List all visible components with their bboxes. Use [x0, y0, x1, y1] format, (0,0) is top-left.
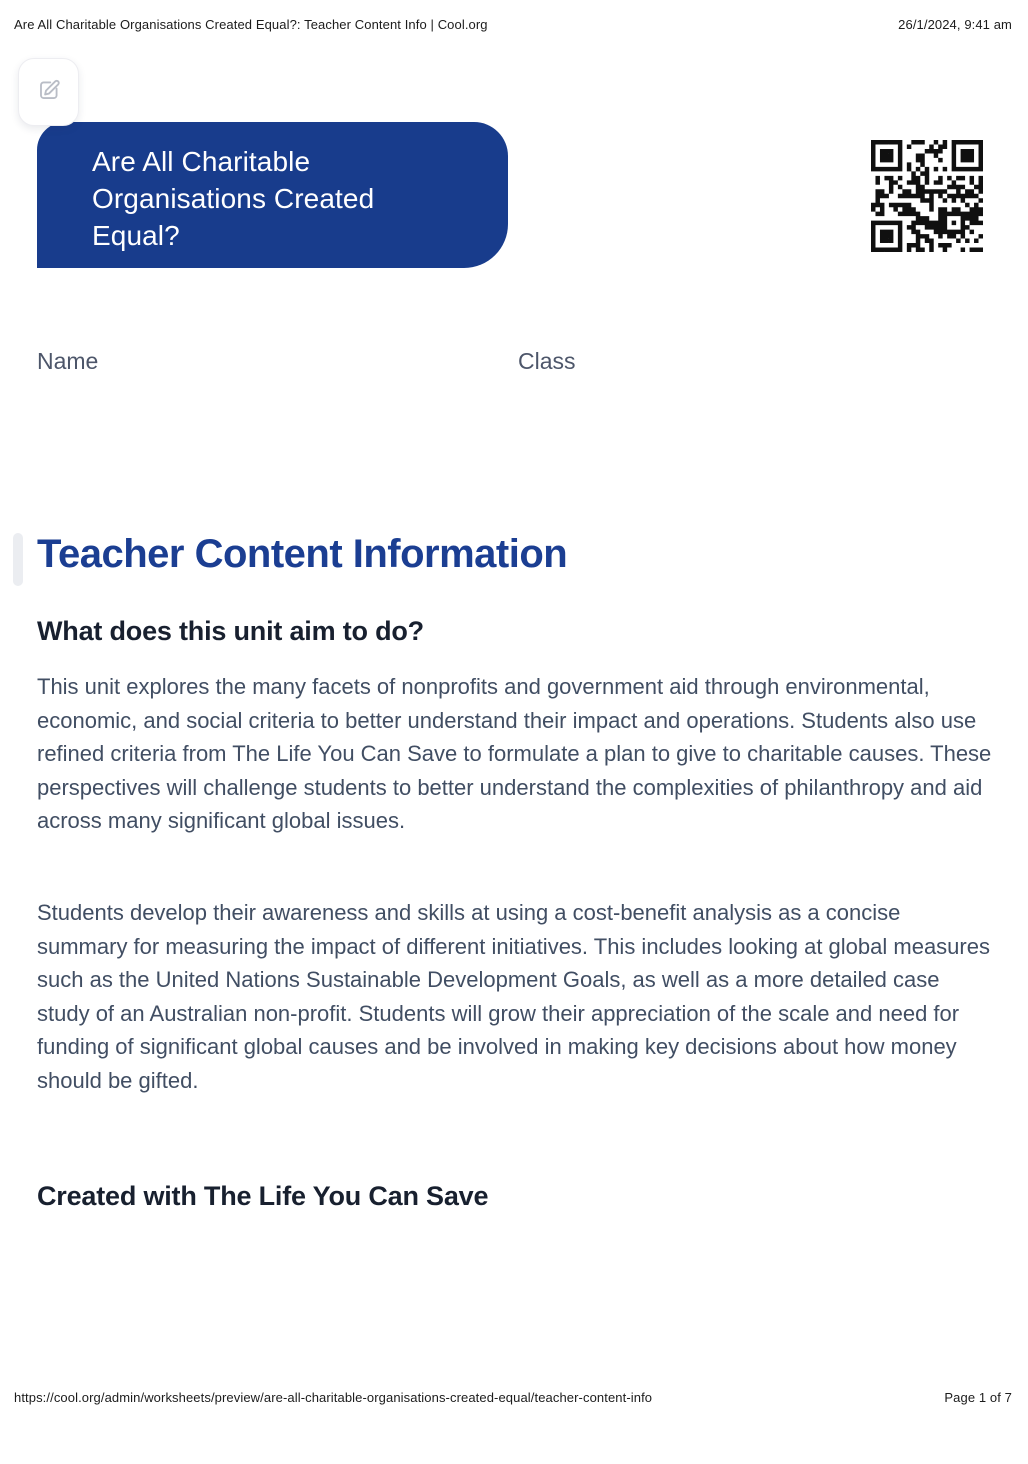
unit-aim-paragraph-2: Students develop their awareness and skills at using a cost-benefit analysis as a concise summary for measuring the impact of different initiatives. This includes looking at global measures such as the United Nations Sustainable Development Goals, as well as a more detailed case study of an Australian non-profit. Students will grow their appreciation of the scale and need for funding of significant global causes and be involved in making key decisions about how money should be gifted.	[37, 900, 990, 1093]
name-field-label: Name	[37, 348, 99, 374]
section-accent-bar	[13, 533, 23, 586]
qr-code	[871, 140, 983, 252]
unit-aim-paragraph-1: This unit explores the many facets of nonprofits and government aid through environmental, economic, and social criteria to better understand their impact and operations. Students also use refined criteria from The Life You Can Save to formulate a plan to give to charitable causes. These perspectives will challenge students to better understand the complexities of philanthropy and aid across many significant global issues.	[37, 674, 992, 833]
print-footer	[14, 1390, 1012, 1405]
print-header-title: Are All Charitable Organisations Created Equal?: Teacher Content Info | Cool.org	[14, 17, 488, 32]
edit-pencil-icon	[36, 77, 62, 108]
print-footer-url: https://cool.org/admin/worksheets/preview/are-all-charitable-organisations-created-equal/teacher-content-info	[14, 1390, 653, 1405]
created-with-heading: Created with The Life You Can Save	[37, 1181, 489, 1211]
print-header	[14, 17, 1012, 32]
worksheet-title: Are All Charitable Organisations Created Equal?	[92, 146, 375, 251]
edit-button[interactable]	[18, 58, 79, 126]
worksheet-title-banner	[37, 122, 508, 268]
page-title: Teacher Content Information	[37, 532, 568, 576]
class-field-label: Class	[518, 348, 576, 374]
unit-aim-heading: What does this unit aim to do?	[37, 616, 424, 646]
print-footer-page-indicator: Page 1 of 7	[944, 1390, 1012, 1405]
print-header-datetime: 26/1/2024, 9:41 am	[898, 17, 1012, 32]
